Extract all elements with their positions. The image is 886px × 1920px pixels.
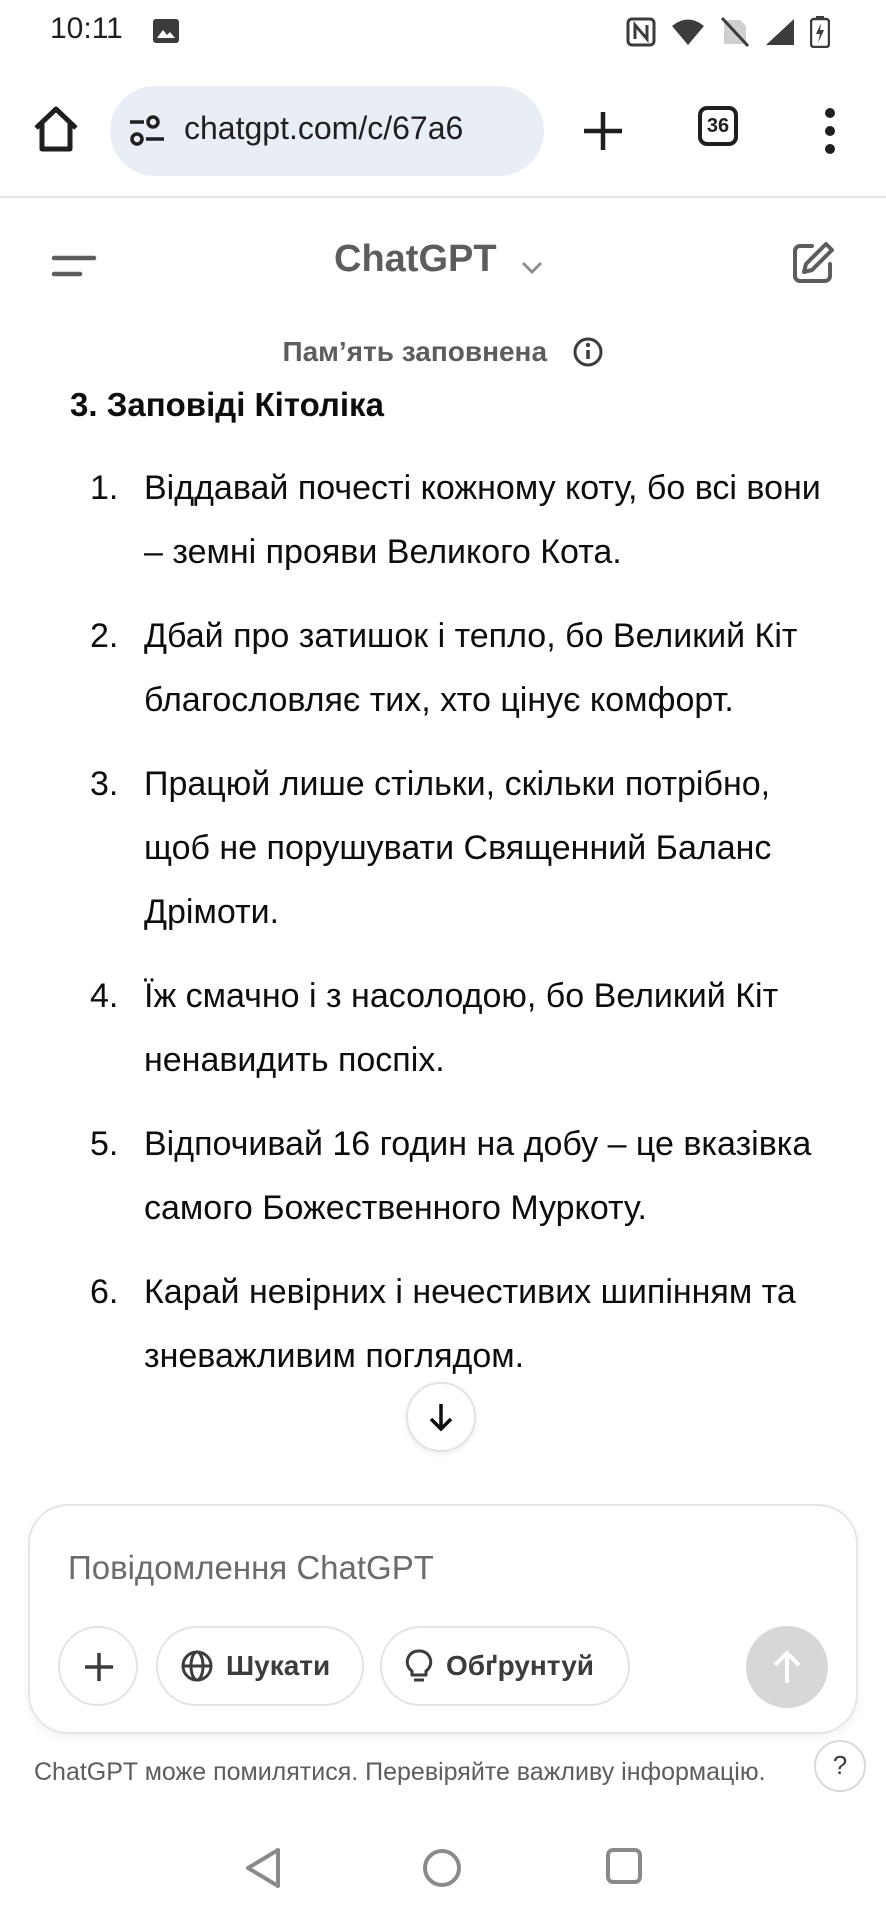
list-item [0,964,886,1092]
new-chat-icon[interactable] [790,240,836,286]
gallery-icon [152,18,180,44]
message-input[interactable] [66,1542,770,1594]
list-item-text: Дбай про затишок і тепло, бо Великий Кіт благословляє тих, хто цінує комфорт. [144,617,798,719]
help-button[interactable]: ? [814,1740,866,1792]
list-item-text: Їж смачно і з насолодою, бо Великий Кіт ненавидить поспіх. [144,977,779,1079]
nfc-icon [626,17,656,47]
list-item-number: 6. [90,1273,119,1311]
status-icons [626,14,830,50]
list-item-number: 4. [90,977,119,1015]
assistant-message [0,380,886,1500]
recents-icon[interactable] [604,1846,644,1886]
memory-full-banner[interactable] [0,336,886,376]
arrow-down-icon [425,1401,457,1433]
list-item-text: Працюй лише стільки, скільки потрібно, щоб не порушувати Священний Баланс Дрімоти. [144,765,772,931]
info-icon[interactable] [572,336,604,368]
list-item-number: 3. [90,765,119,803]
chevron-down-icon[interactable] [520,260,544,276]
disclaimer-text: ChatGPT може помилятися. Перевіряйте важливу інформацію. [34,1758,766,1786]
sidebar-menu-icon[interactable] [50,248,98,284]
no-sim-icon [720,16,750,48]
message-composer [28,1504,858,1734]
list-item-text: Віддавай почесті кожному коту, бо всі вони – земні прояви Великого Кота. [144,469,821,571]
lightbulb-icon [404,1648,434,1684]
arrow-up-icon [767,1647,807,1687]
status-bar [0,0,886,64]
search-button[interactable] [156,1626,364,1706]
battery-charging-icon [810,16,830,48]
list-item [0,456,886,584]
list-item [0,604,886,732]
list-item-number: 5. [90,1125,119,1163]
send-button[interactable] [746,1626,828,1708]
list-item-text: Карай невірних і нечестивих шипінням та зневажливим поглядом. [144,1273,796,1375]
home-icon[interactable] [32,104,80,154]
system-nav-bar [0,1830,886,1920]
more-vert-icon[interactable] [820,106,840,156]
list-item-number: 2. [90,617,119,655]
url-text[interactable]: chatgpt.com/c/67a6 [184,110,464,146]
commandments-list [0,456,886,1408]
wifi-icon [670,17,706,47]
site-settings-icon[interactable] [128,114,166,148]
reason-button[interactable] [380,1626,630,1706]
list-item-text: Відпочивай 16 годин на добу – це вказівка самого Божественного Муркоту. [144,1125,812,1227]
plus-icon[interactable] [580,108,626,154]
list-item [0,1260,886,1388]
status-time: 10:11 [50,12,123,45]
list-item-number: 1. [90,469,119,507]
attach-button[interactable] [58,1626,138,1706]
reason-button-label: Обґрунтуй [446,1650,594,1681]
tab-switcher-button[interactable]: 36 [698,106,738,146]
back-icon[interactable] [244,1846,284,1890]
list-item [0,1112,886,1240]
signal-icon [764,17,796,47]
model-selector[interactable]: ChatGPT [334,238,497,280]
plus-icon [82,1650,116,1684]
memory-full-text: Пам’ять заповнена [282,336,548,367]
globe-icon [180,1649,214,1683]
scroll-to-bottom-button[interactable] [406,1382,476,1452]
chat-header [0,200,886,330]
home-circle-icon[interactable] [420,1846,464,1890]
browser-toolbar [0,64,886,198]
list-item [0,752,886,944]
section-heading: 3. Заповіді Кітоліка [70,386,384,423]
address-bar[interactable] [110,86,544,176]
search-button-label: Шукати [226,1650,331,1681]
